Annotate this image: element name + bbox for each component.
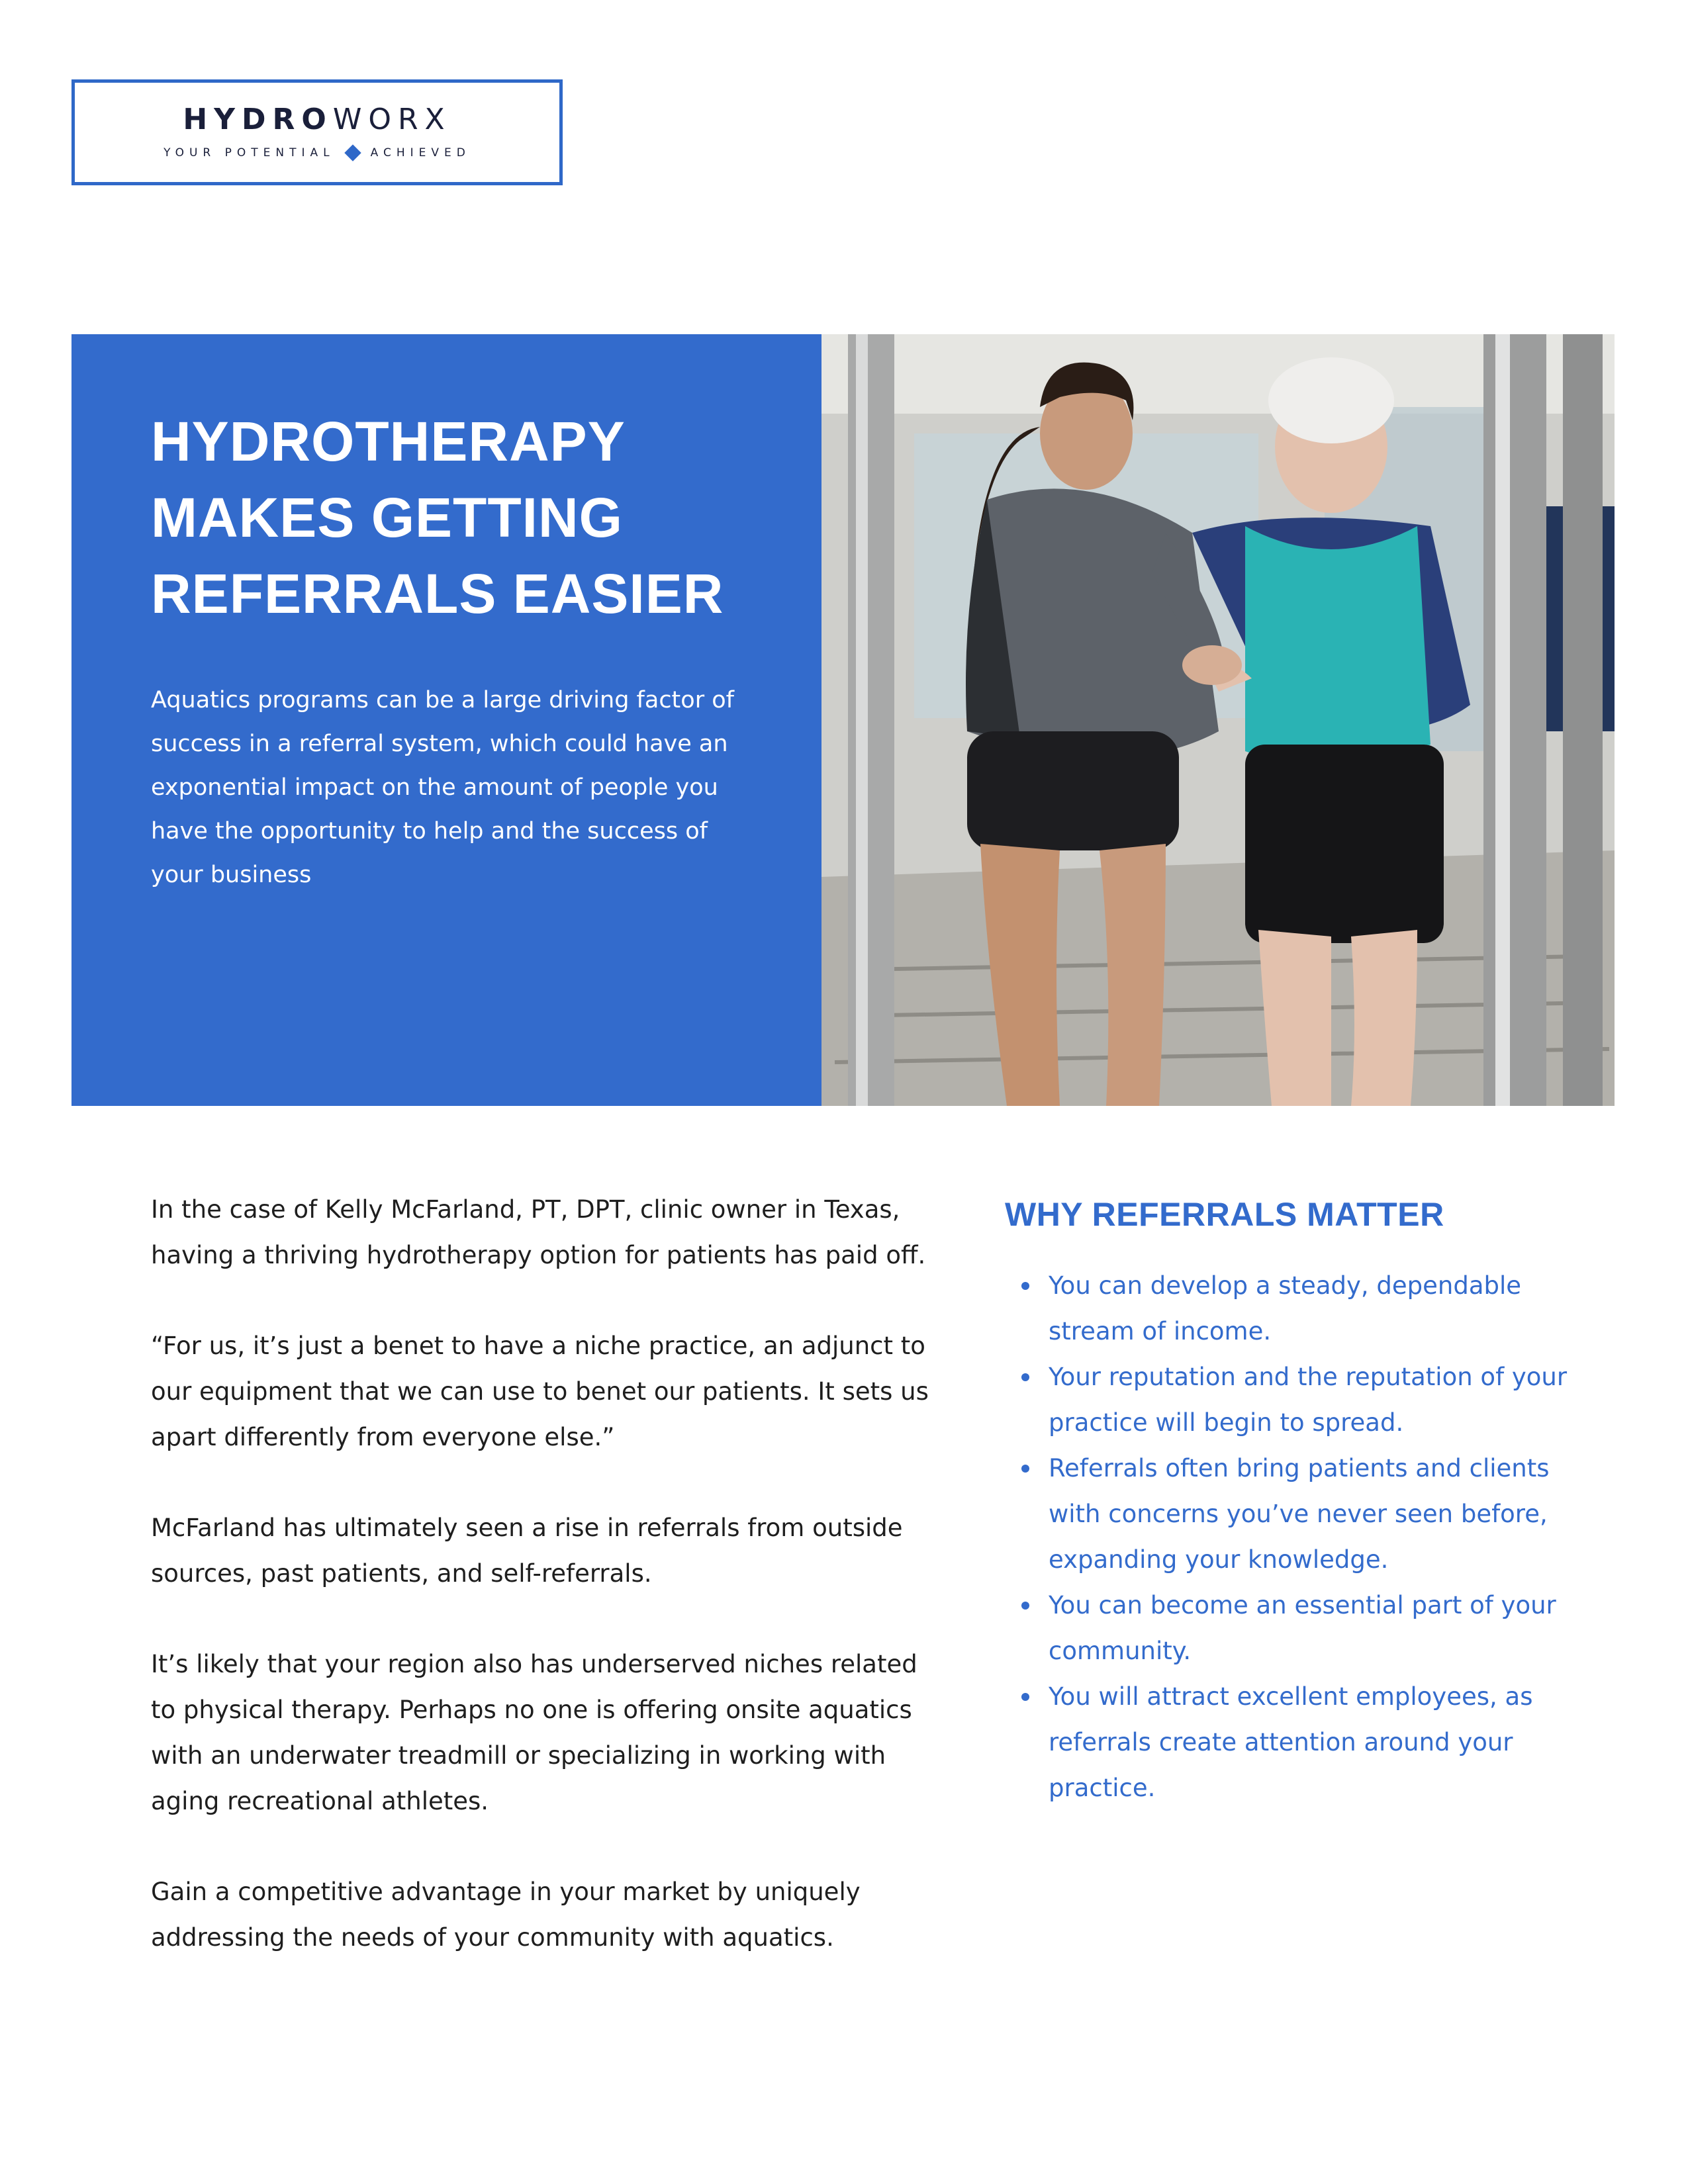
company-logo (71, 79, 563, 185)
referrals-sidebar (1005, 1191, 1574, 1811)
body-paragraph-3: McFarland has ultimately seen a rise in referrals from outside sources, past patients, and self-referrals. (151, 1514, 903, 1588)
hero-title-line-1: HYDROTHERAPY (151, 410, 626, 473)
hero-panel (71, 334, 821, 1106)
logo-wordmark (183, 105, 451, 134)
list-item: Your reputation and the reputation of your practice will begin to spread. (1005, 1354, 1574, 1445)
logo-wordmark-light: WORX (332, 103, 451, 136)
list-item: You can develop a steady, dependable stream of income. (1005, 1263, 1574, 1354)
body-paragraph-4: It’s likely that your region also has underserved niches related to physical therapy. Perhaps no one is offering onsite aquatics with an underwater treadmill or specializing in working with aging recreational athletes. (151, 1650, 917, 1815)
referral-benefits-list (1005, 1263, 1574, 1811)
sidebar-heading: WHY REFERRALS MATTER (1005, 1196, 1444, 1233)
hero-intro: Aquatics programs can be a large driving factor of success in a referral system, which could have an exponential impact on the amount of people you have the opportunity to help and the success of your business (151, 687, 734, 888)
logo-tagline (164, 146, 471, 159)
diamond-icon (344, 144, 361, 161)
hero-photo (821, 334, 1615, 1106)
body-column (151, 1187, 945, 2005)
hero-title-line-3: REFERRALS EASIER (151, 563, 724, 625)
logo-tagline-right: ACHIEVED (370, 146, 471, 159)
body-paragraph-2: “For us, it’s just a benet to have a niche practice, an adjunct to our equipment that we can use to benet our patients. It sets us apart differently from everyone else.” (151, 1332, 929, 1451)
list-item: Referrals often bring patients and clients with concerns you’ve never seen before, expanding your knowledge. (1005, 1445, 1574, 1582)
body-paragraph-5: Gain a competitive advantage in your market by uniquely addressing the needs of your community with aquatics. (151, 1878, 861, 1952)
hero-title (151, 404, 786, 632)
list-item: You can become an essential part of your community. (1005, 1582, 1574, 1674)
logo-tagline-left: YOUR POTENTIAL (164, 146, 335, 159)
hero-photo-illustration (821, 334, 1615, 1106)
body-paragraph-1: In the case of Kelly McFarland, PT, DPT, clinic owner in Texas, having a thriving hydrotherapy option for patients has paid off. (151, 1195, 926, 1269)
logo-wordmark-bold: HYDRO (183, 103, 333, 136)
hero-title-line-2: MAKES GETTING (151, 486, 624, 549)
list-item: You will attract excellent employees, as referrals create attention around your practice. (1005, 1674, 1574, 1811)
